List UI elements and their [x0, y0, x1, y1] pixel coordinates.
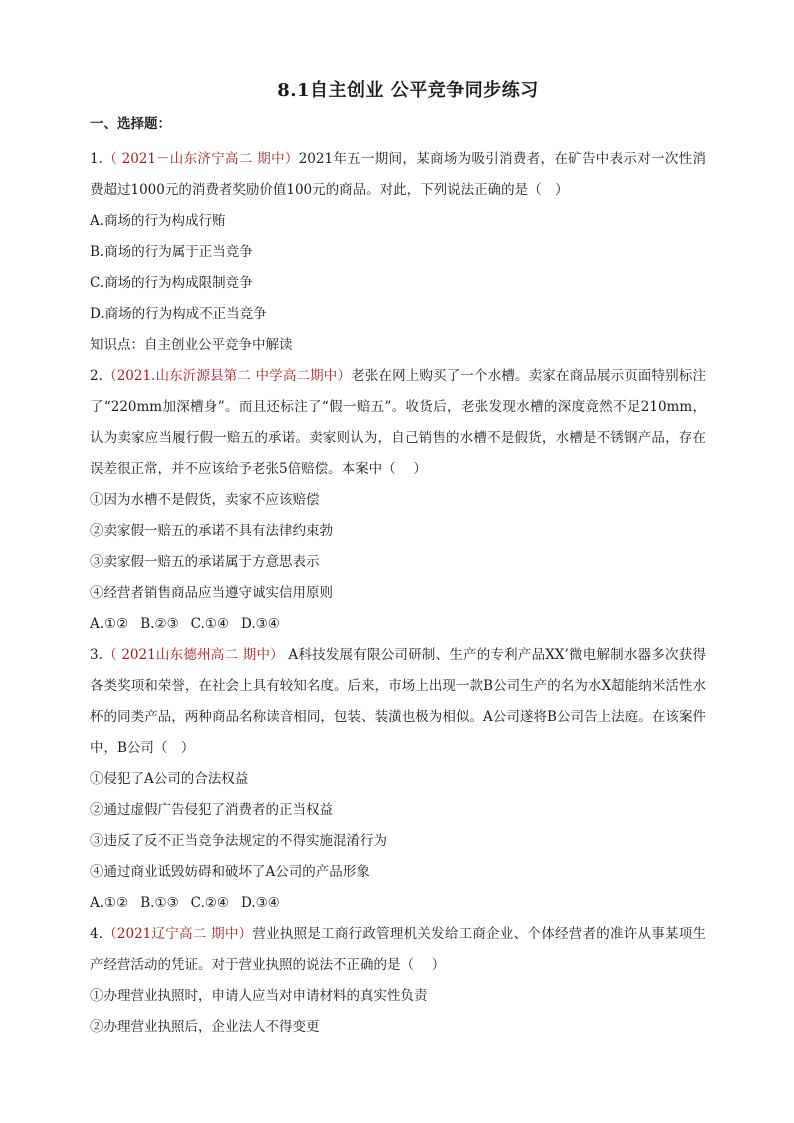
statement-4: ④经营者销售商品应当遵守诚实信用原则: [90, 585, 333, 601]
question-number: 2.: [90, 368, 103, 384]
question-text: A科技发展有限公司研制、生产的专利产品XX’微电解制水器多次获得各类奖项和荣誉，在社会上具有较知名度。后来，市场上出现一款B公司生产的名为水X超能纳米活性水杯的同类产品，两种商品名称读音相同，包装、装潢也极为相似。A公司遂将B公司告上法庭。在该案件中，B公司（ ）: [90, 647, 706, 756]
question-3: [90, 640, 706, 919]
option-a: A.商场的行为构成行贿: [90, 213, 226, 229]
statement-2: ②卖家假一赔五的承诺不具有法律约束勃: [90, 523, 333, 539]
question-1: [90, 144, 706, 361]
question-number: 3.: [90, 647, 103, 663]
statement-3: ③卖家假一赔五的承诺属于方意思表示: [90, 554, 320, 570]
question-source: （2021.山东沂源县第二 中学高二期中）: [102, 368, 352, 384]
choice-c: C.②④: [190, 895, 230, 911]
question-number: 1.: [90, 151, 103, 167]
statement-2: ②通过虚假广告侵犯了消费者的正当权益: [90, 802, 333, 818]
statement-1: ①侵犯了A公司的合法权益: [90, 771, 249, 787]
choice-row: [90, 888, 706, 919]
statement-3: ③违反了反不正当竞争法规定的不得实施混淆行为: [90, 833, 387, 849]
section-title: 一、选择题：: [90, 116, 171, 132]
question-number: 4.: [90, 926, 103, 942]
question-source: （2021辽宁高二 期中）: [102, 926, 253, 942]
option-b: B.商场的行为属于正当竞争: [90, 244, 253, 260]
question-source: （ 2021山东德州高二 期中）: [102, 647, 284, 663]
question-text: 老张在网上购买了一个水槽。卖家在商品展示页面特别标注了“220mm加深槽身”。而且还标注了“假一赔五”。收货后，老张发现水槽的深度竟然不足210mm，认为卖家应当履行假一赔五的承诺。卖家则认为，自己销售的水槽不是假货，水槽是不锈钢产品，存在误差很正常，并不应该给予老张5倍赔偿。本案中（ ）: [90, 368, 706, 477]
option-d: D.商场的行为构成不正当竞争: [90, 306, 267, 322]
question-source: （ 2021－山东济宁高二 期中）: [102, 151, 299, 167]
statement-2: ②办理营业执照后，企业法人不得变更: [90, 1019, 320, 1035]
choice-c: C.①④: [190, 616, 230, 632]
question-stem: [90, 361, 706, 485]
question-text: 营业执照是工商行政管理机关发给工商企业、个体经营者的准许从事某项生产经营活动的凭证。对于营业执照的说法不正确的是（ ）: [90, 926, 706, 973]
question-text: 2021年五一期间，某商场为吸引消费者，在矿告中表示对一次性消费超过1000元的消费者奖励价值100元的商品。对此，下列说法正确的是（ ）: [90, 151, 706, 198]
choice-b: B.①③: [140, 895, 179, 911]
statement-1: ①办理营业执照时，申请人应当对申请材料的真实性负责: [90, 988, 428, 1004]
choice-a: A.①②: [90, 616, 129, 632]
question-stem: [90, 640, 706, 764]
choice-a: A.①②: [90, 895, 129, 911]
question-stem: [90, 919, 706, 981]
statement-1: ①因为水槽不是假货，卖家不应该赔偿: [90, 492, 320, 508]
statement-4: ④通过商业诋毁妨碍和破坏了A公司的产品形象: [90, 864, 370, 880]
knowledge-point: 知识点：自主创业公平竞争中解读: [90, 337, 293, 353]
choice-row: [90, 609, 706, 640]
question-2: [90, 361, 706, 640]
question-4: [90, 919, 706, 1043]
choice-d: D.③④: [241, 895, 280, 911]
page-title: 8.1自主创业 公平竞争同步练习: [277, 80, 539, 101]
question-stem: [90, 144, 706, 206]
choice-d: D.③④: [241, 616, 280, 632]
choice-b: B.②③: [140, 616, 179, 632]
option-c: C.商场的行为构成限制竞争: [90, 275, 253, 291]
